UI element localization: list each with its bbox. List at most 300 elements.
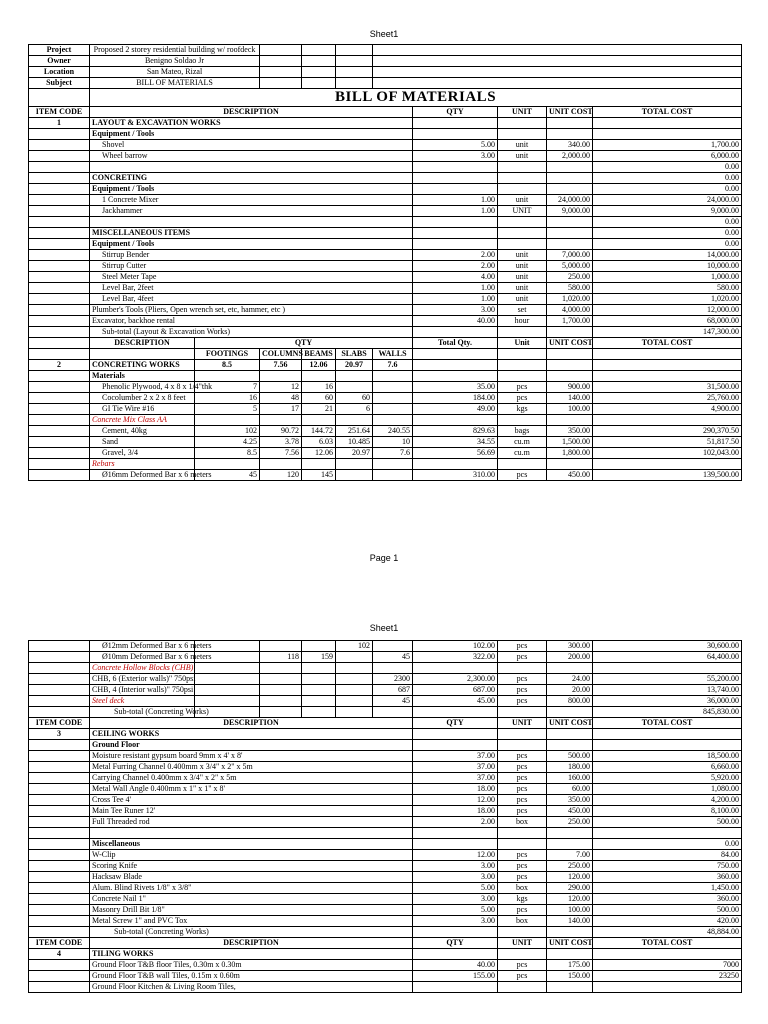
description: Wheel barrow bbox=[90, 151, 413, 162]
item-code: 3 bbox=[29, 729, 90, 740]
beams: 60 bbox=[302, 393, 336, 404]
qty: 18.00 bbox=[413, 784, 498, 795]
beams bbox=[302, 459, 336, 470]
description bbox=[90, 162, 413, 173]
qty: 3.00 bbox=[413, 151, 498, 162]
total-cost bbox=[593, 949, 742, 960]
total-cost: 23250 bbox=[593, 971, 742, 982]
total-cost: 360.00 bbox=[593, 872, 742, 883]
item-code bbox=[29, 415, 90, 426]
qty: 1.00 bbox=[413, 195, 498, 206]
total-cost: 55,200.00 bbox=[593, 674, 742, 685]
description: Hacksaw Blade bbox=[90, 872, 413, 883]
unit bbox=[498, 949, 547, 960]
item-code bbox=[29, 828, 90, 839]
unit: unit bbox=[498, 140, 547, 151]
unit: unit bbox=[498, 195, 547, 206]
slabs bbox=[336, 415, 373, 426]
table-row bbox=[29, 56, 742, 67]
table-row bbox=[29, 283, 742, 294]
table-row bbox=[29, 663, 742, 674]
qty: 40.00 bbox=[413, 960, 498, 971]
total-cost: 10,000.00 bbox=[593, 261, 742, 272]
qty: 1.00 bbox=[413, 283, 498, 294]
table-row bbox=[29, 404, 742, 415]
description: Alum. Blind Rivets 1/8" x 3/8" bbox=[90, 883, 413, 894]
table-cell bbox=[302, 56, 336, 67]
columns: 17 bbox=[260, 404, 302, 415]
total-qty: 184.00 bbox=[413, 393, 498, 404]
unit-cost bbox=[547, 927, 593, 938]
footings: 45 bbox=[195, 470, 260, 481]
item-code: 2 bbox=[29, 360, 90, 371]
header-qty: QTY bbox=[413, 938, 498, 949]
description: W-Clip bbox=[90, 850, 413, 861]
beams bbox=[302, 663, 336, 674]
unit-cost bbox=[547, 729, 593, 740]
unit-cost bbox=[547, 740, 593, 751]
walls: 7.6 bbox=[373, 360, 413, 371]
unit-cost: 450.00 bbox=[547, 470, 593, 481]
item-code bbox=[29, 894, 90, 905]
unit: unit bbox=[498, 283, 547, 294]
unit bbox=[498, 839, 547, 850]
unit-cost: 120.00 bbox=[547, 872, 593, 883]
header-unit: UNIT bbox=[498, 718, 547, 729]
slabs bbox=[336, 371, 373, 382]
item-code bbox=[29, 162, 90, 173]
unit-cost bbox=[547, 327, 593, 338]
description: CONCRETING bbox=[90, 173, 413, 184]
unit bbox=[498, 217, 547, 228]
table-row bbox=[29, 382, 742, 393]
table-row bbox=[29, 949, 742, 960]
description bbox=[90, 217, 413, 228]
item-code bbox=[29, 129, 90, 140]
beams: 12.06 bbox=[302, 448, 336, 459]
table-row bbox=[29, 762, 742, 773]
slabs bbox=[336, 382, 373, 393]
unit: pcs bbox=[498, 393, 547, 404]
unit-cost: 800.00 bbox=[547, 696, 593, 707]
table-row bbox=[29, 195, 742, 206]
total-qty: 35.00 bbox=[413, 382, 498, 393]
item-code bbox=[29, 316, 90, 327]
walls: 2300 bbox=[373, 674, 413, 685]
bill-title: BILL OF MATERIALS bbox=[90, 89, 742, 107]
walls bbox=[373, 641, 413, 652]
total-cost bbox=[593, 740, 742, 751]
walls: 687 bbox=[373, 685, 413, 696]
total-cost: 360.00 bbox=[593, 894, 742, 905]
unit-cost: 24.00 bbox=[547, 674, 593, 685]
table-row bbox=[29, 393, 742, 404]
table-row bbox=[29, 861, 742, 872]
unit-cost bbox=[547, 415, 593, 426]
unit-cost: 290.00 bbox=[547, 883, 593, 894]
unit-cost: 300.00 bbox=[547, 641, 593, 652]
table-row bbox=[29, 250, 742, 261]
footings: 4.25 bbox=[195, 437, 260, 448]
table-row bbox=[29, 228, 742, 239]
columns bbox=[260, 685, 302, 696]
total-qty: 829.63 bbox=[413, 426, 498, 437]
total-cost bbox=[593, 828, 742, 839]
total-qty: 45.00 bbox=[413, 696, 498, 707]
table-cell bbox=[29, 338, 90, 349]
qty: 1.00 bbox=[413, 294, 498, 305]
beams: 21 bbox=[302, 404, 336, 415]
qty bbox=[413, 327, 498, 338]
info-value: Proposed 2 storey residential building w/ roofdeck bbox=[90, 45, 260, 56]
item-code bbox=[29, 927, 90, 938]
bill-table-page1 bbox=[28, 44, 742, 481]
footings bbox=[195, 371, 260, 382]
table-row bbox=[29, 294, 742, 305]
total-cost: 7000 bbox=[593, 960, 742, 971]
slabs bbox=[336, 685, 373, 696]
total-cost: 102,043.00 bbox=[593, 448, 742, 459]
table-row bbox=[29, 652, 742, 663]
unit: unit bbox=[498, 294, 547, 305]
footings: 8.5 bbox=[195, 360, 260, 371]
unit: unit bbox=[498, 261, 547, 272]
unit-cost bbox=[547, 663, 593, 674]
description: Equipment / Tools bbox=[90, 239, 413, 250]
slabs bbox=[336, 707, 373, 718]
total-qty: 49.00 bbox=[413, 404, 498, 415]
table-cell bbox=[336, 45, 373, 56]
unit-cost: 5,000.00 bbox=[547, 261, 593, 272]
item-code bbox=[29, 916, 90, 927]
item-code bbox=[29, 272, 90, 283]
beams bbox=[302, 674, 336, 685]
header-total-cost: TOTAL COST bbox=[593, 338, 742, 349]
total-cost bbox=[593, 729, 742, 740]
item-code bbox=[29, 817, 90, 828]
unit bbox=[498, 982, 547, 993]
unit: kgs bbox=[498, 894, 547, 905]
table-cell bbox=[413, 349, 498, 360]
columns: 7.56 bbox=[260, 360, 302, 371]
total-cost: 9,000.00 bbox=[593, 206, 742, 217]
item-code bbox=[29, 795, 90, 806]
table-row bbox=[29, 751, 742, 762]
description: Main Tee Runer 12' bbox=[90, 806, 413, 817]
sheet-title: Sheet1 bbox=[369, 29, 399, 39]
qty: 37.00 bbox=[413, 751, 498, 762]
table-row bbox=[29, 982, 742, 993]
table-cell bbox=[90, 349, 195, 360]
columns: 120 bbox=[260, 470, 302, 481]
unit: pcs bbox=[498, 971, 547, 982]
item-code bbox=[29, 839, 90, 850]
table-row bbox=[29, 316, 742, 327]
item-code bbox=[29, 663, 90, 674]
qty: 18.00 bbox=[413, 806, 498, 817]
table-row bbox=[29, 107, 742, 118]
description: Metal Furring Channel 0.400mm x 3/4" x 2" x 5m bbox=[90, 762, 413, 773]
header-unit-cost: UNIT COST bbox=[547, 938, 593, 949]
unit-cost: 250.00 bbox=[547, 817, 593, 828]
table-row bbox=[29, 305, 742, 316]
description: Steel Meter Tape bbox=[90, 272, 413, 283]
slabs bbox=[336, 696, 373, 707]
description: Sub-total (Layout & Excavation Works) bbox=[90, 327, 413, 338]
total-cost: 48,884.00 bbox=[593, 927, 742, 938]
unit: pcs bbox=[498, 751, 547, 762]
total-cost: 500.00 bbox=[593, 905, 742, 916]
unit-cost: 175.00 bbox=[547, 960, 593, 971]
total-cost: 12,000.00 bbox=[593, 305, 742, 316]
header-slabs: SLABS bbox=[336, 349, 373, 360]
unit: hour bbox=[498, 316, 547, 327]
total-cost: 0.00 bbox=[593, 184, 742, 195]
unit: pcs bbox=[498, 784, 547, 795]
unit: pcs bbox=[498, 960, 547, 971]
total-qty: 34.55 bbox=[413, 437, 498, 448]
table-cell bbox=[302, 45, 336, 56]
unit-cost bbox=[547, 371, 593, 382]
total-cost: 0.00 bbox=[593, 217, 742, 228]
table-cell bbox=[593, 349, 742, 360]
columns bbox=[260, 707, 302, 718]
table-row bbox=[29, 129, 742, 140]
qty: 40.00 bbox=[413, 316, 498, 327]
unit-cost: 1,800.00 bbox=[547, 448, 593, 459]
unit bbox=[498, 228, 547, 239]
unit bbox=[498, 371, 547, 382]
table-row bbox=[29, 883, 742, 894]
qty: 2.00 bbox=[413, 250, 498, 261]
table-cell bbox=[336, 67, 373, 78]
unit: pcs bbox=[498, 861, 547, 872]
item-code bbox=[29, 437, 90, 448]
walls bbox=[373, 707, 413, 718]
unit bbox=[498, 162, 547, 173]
item-code: 1 bbox=[29, 118, 90, 129]
unit: pcs bbox=[498, 850, 547, 861]
table-row bbox=[29, 872, 742, 883]
qty: 5.00 bbox=[413, 883, 498, 894]
table-row bbox=[29, 448, 742, 459]
description: TILING WORKS bbox=[90, 949, 413, 960]
item-code bbox=[29, 305, 90, 316]
info-label: Owner bbox=[29, 56, 90, 67]
unit-cost: 7.00 bbox=[547, 850, 593, 861]
item-code bbox=[29, 762, 90, 773]
unit bbox=[498, 173, 547, 184]
item-code bbox=[29, 261, 90, 272]
total-cost: 420.00 bbox=[593, 916, 742, 927]
unit-cost: 140.00 bbox=[547, 393, 593, 404]
qty: 5.00 bbox=[413, 905, 498, 916]
total-cost bbox=[593, 459, 742, 470]
description: Equipment / Tools bbox=[90, 129, 413, 140]
qty: 1.00 bbox=[413, 206, 498, 217]
footings bbox=[195, 696, 260, 707]
unit: cu.m bbox=[498, 437, 547, 448]
qty bbox=[413, 828, 498, 839]
qty: 37.00 bbox=[413, 773, 498, 784]
unit bbox=[498, 828, 547, 839]
header-qty: QTY bbox=[195, 338, 413, 349]
qty bbox=[413, 129, 498, 140]
description: Phenolic Plywood, 4 x 8 x 1/4"thk bbox=[90, 382, 195, 393]
header-columns: COLUMNS bbox=[260, 349, 302, 360]
header-walls: WALLS bbox=[373, 349, 413, 360]
qty: 5.00 bbox=[413, 140, 498, 151]
unit-cost bbox=[547, 360, 593, 371]
info-value: Benigno Soldao Jr bbox=[90, 56, 260, 67]
table-cell bbox=[260, 67, 302, 78]
description: CEILING WORKS bbox=[90, 729, 413, 740]
unit: box bbox=[498, 883, 547, 894]
header-description: DESCRIPTION bbox=[90, 107, 413, 118]
qty: 3.00 bbox=[413, 916, 498, 927]
unit bbox=[498, 415, 547, 426]
unit: cu.m bbox=[498, 448, 547, 459]
total-cost: 1,020.00 bbox=[593, 294, 742, 305]
header-qty: QTY bbox=[413, 107, 498, 118]
unit-cost bbox=[547, 217, 593, 228]
description: CONCRETING WORKS bbox=[90, 360, 195, 371]
description: Equipment / Tools bbox=[90, 184, 413, 195]
description: Materials bbox=[90, 371, 195, 382]
total-cost: 147,300.00 bbox=[593, 327, 742, 338]
total-cost: 64,400.00 bbox=[593, 652, 742, 663]
unit-cost bbox=[547, 459, 593, 470]
description: Cocolumber 2 x 2 x 8 feet bbox=[90, 393, 195, 404]
unit-cost: 200.00 bbox=[547, 652, 593, 663]
total-qty bbox=[413, 663, 498, 674]
description: CHB, 4 (Interior walls)" 750psi bbox=[90, 685, 195, 696]
unit: UNIT bbox=[498, 206, 547, 217]
columns: 7.56 bbox=[260, 448, 302, 459]
qty bbox=[413, 217, 498, 228]
description: Full Threaded rod bbox=[90, 817, 413, 828]
walls bbox=[373, 404, 413, 415]
total-cost: 139,500.00 bbox=[593, 470, 742, 481]
qty bbox=[413, 729, 498, 740]
item-code bbox=[29, 960, 90, 971]
table-cell bbox=[373, 67, 742, 78]
total-cost: 845,830.00 bbox=[593, 707, 742, 718]
header-total-cost: TOTAL COST bbox=[593, 718, 742, 729]
header-footings: FOOTINGS bbox=[195, 349, 260, 360]
qty: 12.00 bbox=[413, 850, 498, 861]
footings bbox=[195, 674, 260, 685]
item-code bbox=[29, 459, 90, 470]
header-description: DESCRIPTION bbox=[90, 338, 195, 349]
total-cost: 1,450.00 bbox=[593, 883, 742, 894]
table-row bbox=[29, 272, 742, 283]
header-unit-cost: UNIT COST bbox=[547, 107, 593, 118]
unit-cost bbox=[547, 239, 593, 250]
description: Carrying Channel 0.400mm x 3/4" x 2" x 5m bbox=[90, 773, 413, 784]
item-code bbox=[29, 294, 90, 305]
table-row bbox=[29, 327, 742, 338]
header-unit-cost: UNIT COST bbox=[547, 338, 593, 349]
beams bbox=[302, 707, 336, 718]
table-row bbox=[29, 140, 742, 151]
total-cost bbox=[593, 415, 742, 426]
table-row bbox=[29, 927, 742, 938]
walls: 10 bbox=[373, 437, 413, 448]
header-unit: UNIT bbox=[498, 107, 547, 118]
header-qty: QTY bbox=[413, 718, 498, 729]
info-label: Subject bbox=[29, 78, 90, 89]
total-qty bbox=[413, 371, 498, 382]
table-row bbox=[29, 828, 742, 839]
item-code bbox=[29, 850, 90, 861]
walls: 240.55 bbox=[373, 426, 413, 437]
description: MISCELLANEOUS ITEMS bbox=[90, 228, 413, 239]
table-row bbox=[29, 162, 742, 173]
unit-cost bbox=[547, 828, 593, 839]
description: Stirrup Cutter bbox=[90, 261, 413, 272]
description: Concrete Nail 1" bbox=[90, 894, 413, 905]
item-code bbox=[29, 283, 90, 294]
unit bbox=[498, 360, 547, 371]
table-row bbox=[29, 806, 742, 817]
table-row bbox=[29, 817, 742, 828]
table-cell bbox=[373, 56, 742, 67]
description: Excavator, backhoe rental bbox=[90, 316, 413, 327]
total-cost: 8,100.00 bbox=[593, 806, 742, 817]
description: Metal Wall Angle 0.400mm x 1" x 1" x 8' bbox=[90, 784, 413, 795]
item-code bbox=[29, 751, 90, 762]
table-cell bbox=[373, 78, 742, 89]
table-cell bbox=[260, 56, 302, 67]
unit-cost: 7,000.00 bbox=[547, 250, 593, 261]
total-qty: 2,300.00 bbox=[413, 674, 498, 685]
unit bbox=[498, 459, 547, 470]
unit-cost: 2,000.00 bbox=[547, 151, 593, 162]
item-code bbox=[29, 382, 90, 393]
table-row bbox=[29, 795, 742, 806]
description: CHB, 6 (Exterior walls)" 750psi bbox=[90, 674, 195, 685]
item-code bbox=[29, 685, 90, 696]
header-item-code: ITEM CODE bbox=[29, 718, 90, 729]
total-cost: 31,500.00 bbox=[593, 382, 742, 393]
description: Concrete Hollow Blocks (CHB) bbox=[90, 663, 195, 674]
description: Masonry Drill Bit 1/8" bbox=[90, 905, 413, 916]
unit-cost: 350.00 bbox=[547, 795, 593, 806]
total-cost: 68,000.00 bbox=[593, 316, 742, 327]
header-unit: UNIT bbox=[498, 938, 547, 949]
qty bbox=[413, 740, 498, 751]
table-row bbox=[29, 718, 742, 729]
table-row bbox=[29, 360, 742, 371]
total-cost: 0.00 bbox=[593, 173, 742, 184]
description: Sub-total (Concreting Works) bbox=[90, 927, 413, 938]
unit-cost: 60.00 bbox=[547, 784, 593, 795]
table-row bbox=[29, 371, 742, 382]
total-cost bbox=[593, 982, 742, 993]
item-code bbox=[29, 448, 90, 459]
footings: 102 bbox=[195, 426, 260, 437]
footings bbox=[195, 415, 260, 426]
item-code bbox=[29, 652, 90, 663]
unit bbox=[498, 129, 547, 140]
item-code bbox=[29, 327, 90, 338]
item-code bbox=[29, 905, 90, 916]
walls: 7.6 bbox=[373, 448, 413, 459]
unit: pcs bbox=[498, 762, 547, 773]
table-row bbox=[29, 784, 742, 795]
header-beams: BEAMS bbox=[302, 349, 336, 360]
